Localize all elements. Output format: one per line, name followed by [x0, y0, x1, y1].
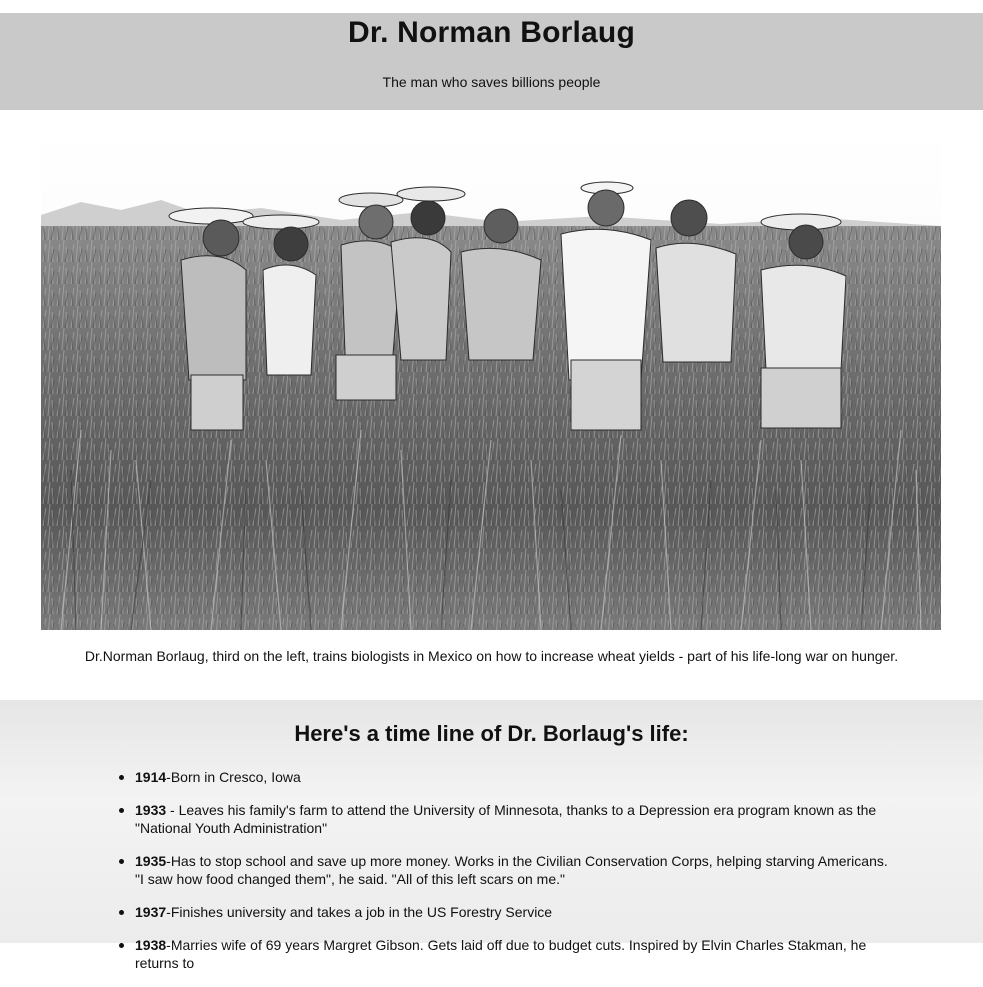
timeline-year: 1935 [135, 853, 167, 869]
wheat-field-photo [41, 130, 941, 630]
timeline-item [135, 852, 890, 888]
timeline-year: 1933 [135, 802, 167, 818]
page-header [0, 13, 983, 110]
timeline-text: - Leaves his family's farm to attend the University of Minnesota, thanks to a Depression era program known as the "National Youth Administration" [135, 802, 877, 836]
timeline-year: 1914 [135, 769, 167, 785]
page-subtitle: The man who saves billions people [382, 74, 601, 90]
photo-image [41, 130, 941, 630]
timeline-item [135, 936, 890, 972]
timeline-year: 1938 [135, 937, 167, 953]
timeline-item [135, 768, 890, 786]
timeline-item [135, 903, 890, 921]
timeline-section [0, 700, 983, 971]
timeline-text: -Marries wife of 69 years Margret Gibson. Gets laid off due to budget cuts. Inspired by Elvin Charles Stakman, he returns to [135, 937, 867, 971]
timeline-year: 1937 [135, 904, 167, 920]
timeline-item [135, 801, 890, 837]
timeline-text: -Has to stop school and save up more money. Works in the Civilian Conservation Corps, helping starving Americans. "I saw how food changed them", he said. "All of this left scars on me." [135, 853, 888, 887]
timeline-text: -Born in Cresco, Iowa [166, 769, 301, 785]
timeline-heading: Here's a time line of Dr. Borlaug's life: [294, 721, 689, 746]
timeline-list [135, 768, 890, 987]
page-title: Dr. Norman Borlaug [348, 16, 635, 49]
photo-caption: Dr.Norman Borlaug, third on the left, trains biologists in Mexico on how to increase wheat yields - part of his life-long war on hunger. [84, 648, 899, 664]
timeline-text: -Finishes university and takes a job in the US Forestry Service [166, 904, 553, 920]
